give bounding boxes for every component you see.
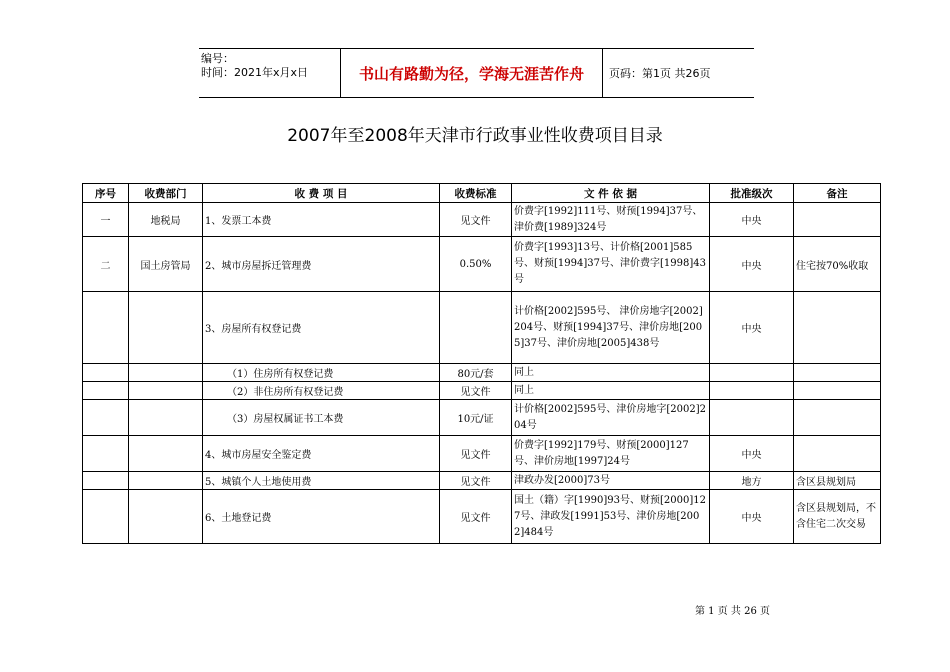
- cell-dept: [129, 472, 203, 490]
- cell-standard: 见文件: [440, 203, 512, 237]
- cell-item: 6、土地登记费: [203, 490, 440, 544]
- cell-level: 中央: [710, 292, 794, 364]
- cell-dept: 地税局: [129, 203, 203, 237]
- page-code: 页码：第1页 共26页: [609, 67, 711, 80]
- cell-item: 5、城镇个人土地使用费: [203, 472, 440, 490]
- page-footer: 第 1 页 共 26 页: [695, 606, 770, 617]
- cell-item: 2、城市房屋拆迁管理费: [203, 237, 440, 292]
- cell-docs: 同上: [512, 364, 710, 382]
- table-row: [83, 364, 881, 382]
- cell-standard: 0.50%: [440, 237, 512, 292]
- col-header-standard: 收费标准: [440, 184, 512, 203]
- cell-standard: 10元/证: [440, 400, 512, 436]
- cell-note: [794, 203, 881, 237]
- cell-docs: 价费字[1992]179号、财预[2000]127号、津价房地[1997]24号: [512, 436, 710, 472]
- table-row: [83, 472, 881, 490]
- cell-dept: [129, 400, 203, 436]
- col-header-level: 批准级次: [710, 184, 794, 203]
- cell-dept: [129, 382, 203, 400]
- cell-seq: 二: [83, 237, 129, 292]
- cell-item: 4、城市房屋安全鉴定费: [203, 436, 440, 472]
- cell-standard: 80元/套: [440, 364, 512, 382]
- cell-docs: 同上: [512, 382, 710, 400]
- cell-seq: [83, 382, 129, 400]
- cell-item: （1）住房所有权登记费: [203, 364, 440, 382]
- cell-seq: [83, 292, 129, 364]
- cell-level: [710, 364, 794, 382]
- cell-standard: [440, 292, 512, 364]
- cell-note: [794, 382, 881, 400]
- cell-level: 中央: [710, 203, 794, 237]
- cell-seq: [83, 364, 129, 382]
- cell-standard: 见文件: [440, 490, 512, 544]
- table-row: [83, 292, 881, 364]
- cell-note: 住宅按70%收取: [794, 237, 881, 292]
- header-meta: [199, 49, 340, 97]
- table-row: [83, 436, 881, 472]
- cell-docs: 价费字[1992]111号、财预[1994]37号、津价费[1989]324号: [512, 203, 710, 237]
- cell-level: [710, 400, 794, 436]
- cell-seq: [83, 400, 129, 436]
- document-title: 2007年至2008年天津市行政事业性收费项目目录: [287, 126, 663, 146]
- cell-seq: 一: [83, 203, 129, 237]
- cell-item: 1、发票工本费: [203, 203, 440, 237]
- table-row: [83, 382, 881, 400]
- cell-note: [794, 400, 881, 436]
- cell-docs: 计价格[2002]595号、 津价房地字[2002]204号、财预[1994]37号、津价房地[2005]37号、津价房地[2005]438号: [512, 292, 710, 364]
- cell-level: 中央: [710, 237, 794, 292]
- cell-docs: 国土（籍）字[1990]93号、财预[2000]127号、津政发[1991]53号、津价房地[2002]484号: [512, 490, 710, 544]
- table-row: [83, 203, 881, 237]
- cell-dept: [129, 364, 203, 382]
- col-header-docs: 文 件 依 据: [512, 184, 710, 203]
- cell-item: 3、房屋所有权登记费: [203, 292, 440, 364]
- cell-note: [794, 292, 881, 364]
- cell-seq: [83, 472, 129, 490]
- page-header: [199, 48, 754, 98]
- cell-level: [710, 382, 794, 400]
- cell-level: 中央: [710, 436, 794, 472]
- col-header-item: 收 费 项 目: [203, 184, 440, 203]
- col-header-note: 备注: [794, 184, 881, 203]
- cell-note: [794, 436, 881, 472]
- table-row: [83, 400, 881, 436]
- cell-note: 含区县规划局: [794, 472, 881, 490]
- fee-table: [82, 183, 881, 544]
- cell-level: 地方: [710, 472, 794, 490]
- number-label: 编号：: [201, 52, 234, 65]
- cell-level: 中央: [710, 490, 794, 544]
- table-row: [83, 490, 881, 544]
- col-header-seq: 序号: [83, 184, 129, 203]
- col-header-dept: 收费部门: [129, 184, 203, 203]
- table-header-row: [83, 184, 881, 203]
- time-label: 时间：2021年x月x日: [201, 66, 309, 79]
- cell-standard: 见文件: [440, 382, 512, 400]
- cell-docs: 价费字[1993]13号、计价格[2001]585号、财预[1994]37号、津价费字[1998]43号: [512, 237, 710, 292]
- cell-note: [794, 364, 881, 382]
- cell-dept: [129, 292, 203, 364]
- cell-note: 含区县规划局，不含住宅二次交易: [794, 490, 881, 544]
- cell-seq: [83, 436, 129, 472]
- cell-dept: [129, 436, 203, 472]
- cell-standard: 见文件: [440, 436, 512, 472]
- slogan: 书山有路勤为径，学海无涯苦作舟: [340, 49, 603, 97]
- cell-item: （2）非住房所有权登记费: [203, 382, 440, 400]
- cell-seq: [83, 490, 129, 544]
- cell-standard: 见文件: [440, 472, 512, 490]
- table-row: [83, 237, 881, 292]
- cell-dept: [129, 490, 203, 544]
- cell-dept: 国土房管局: [129, 237, 203, 292]
- cell-docs: 津政办发[2000]73号: [512, 472, 710, 490]
- cell-docs: 计价格[2002]595号、津价房地字[2002]204号: [512, 400, 710, 436]
- cell-item: （3）房屋权属证书工本费: [203, 400, 440, 436]
